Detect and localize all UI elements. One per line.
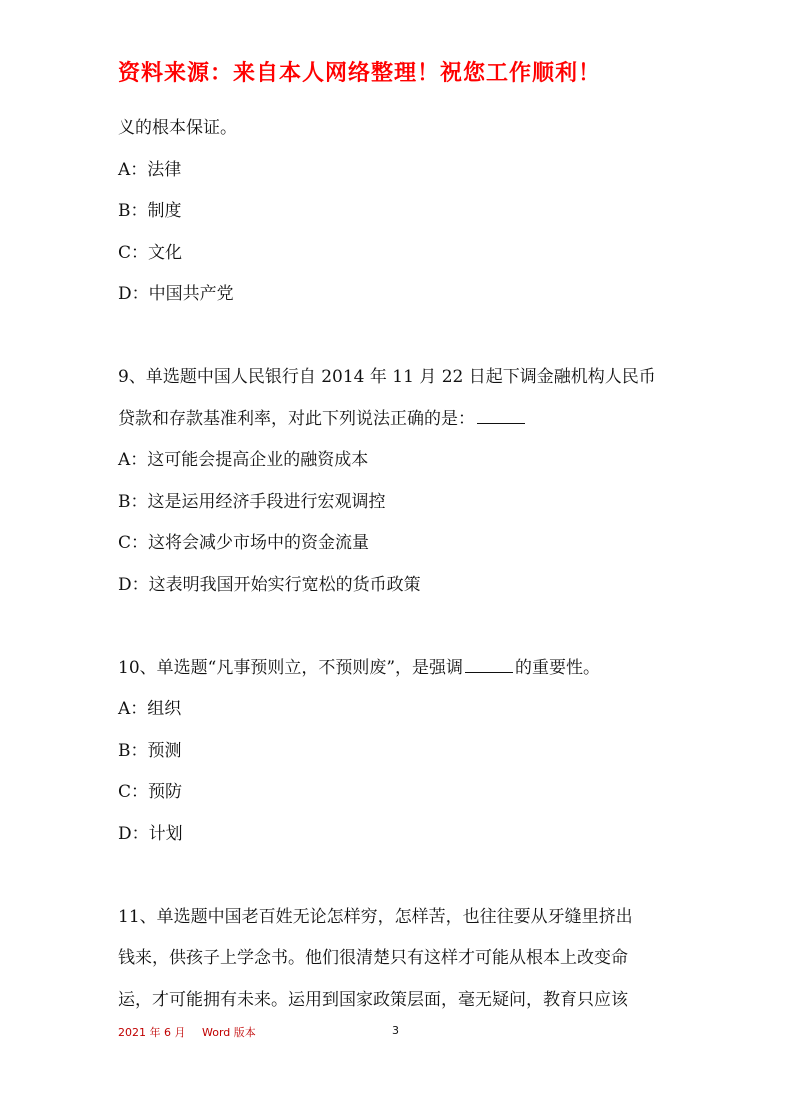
q9-option-d: D：这表明我国开始实行宽松的货币政策 <box>118 574 421 595</box>
q11-stem-line3: 运，才可能拥有未来。运用到国家政策层面，毫无疑问，教育只应该 <box>118 989 628 1010</box>
page-number: 3 <box>392 1024 399 1037</box>
q11-stem-line2: 钱来，供孩子上学念书。他们很清楚只有这样才可能从根本上改变命 <box>118 948 628 968</box>
q10-option-c: C：预防 <box>118 782 183 802</box>
q8-option-b: B：制度 <box>118 201 182 221</box>
q10-stem-after: 的重要性。 <box>515 657 601 678</box>
q9-stem-line2 <box>118 399 678 441</box>
q9-option-a: A：这可能会提高企业的融资成本 <box>118 450 369 470</box>
q9-option-b: B：这是运用经济手段进行宏观调控 <box>118 491 386 512</box>
q10-option-d: D：计划 <box>118 823 183 844</box>
q11-stem-line1: 11、单选题中国老百姓无论怎样穷，怎样苦，也往往要从牙缝里挤出 <box>118 906 633 927</box>
q10-option-a: A：组织 <box>118 699 182 719</box>
q8-option-d: D：中国共产党 <box>118 284 234 304</box>
q8-stem-continuation: 义的根本保证。 <box>118 118 237 138</box>
q9-stem-text: 贷款和存款基准利率，对此下列说法正确的是： <box>118 408 475 429</box>
q10-option-b: B：预测 <box>118 740 182 761</box>
q10-stem <box>118 648 678 690</box>
q9-stem-line1: 9、单选题中国人民银行自 2014 年 11 月 22 日起下调金融机构人民币 <box>118 367 656 387</box>
document-body <box>118 108 678 1021</box>
source-banner: 资料来源：来自本人网络整理！祝您工作顺利！ <box>118 61 602 86</box>
q9-answer-blank <box>477 406 525 424</box>
q8-option-a: A：法律 <box>118 159 182 180</box>
footer-edition: Word 版本 <box>202 1026 256 1039</box>
q10-stem-before: 10、单选题“凡事预则立，不预则废”，是强调 <box>118 657 464 678</box>
q9-option-c: C：这将会减少市场中的资金流量 <box>118 533 370 553</box>
footer-date: 2021 年 6 月 <box>118 1026 186 1039</box>
q10-answer-blank <box>465 655 513 673</box>
q8-option-c: C：文化 <box>118 242 183 263</box>
